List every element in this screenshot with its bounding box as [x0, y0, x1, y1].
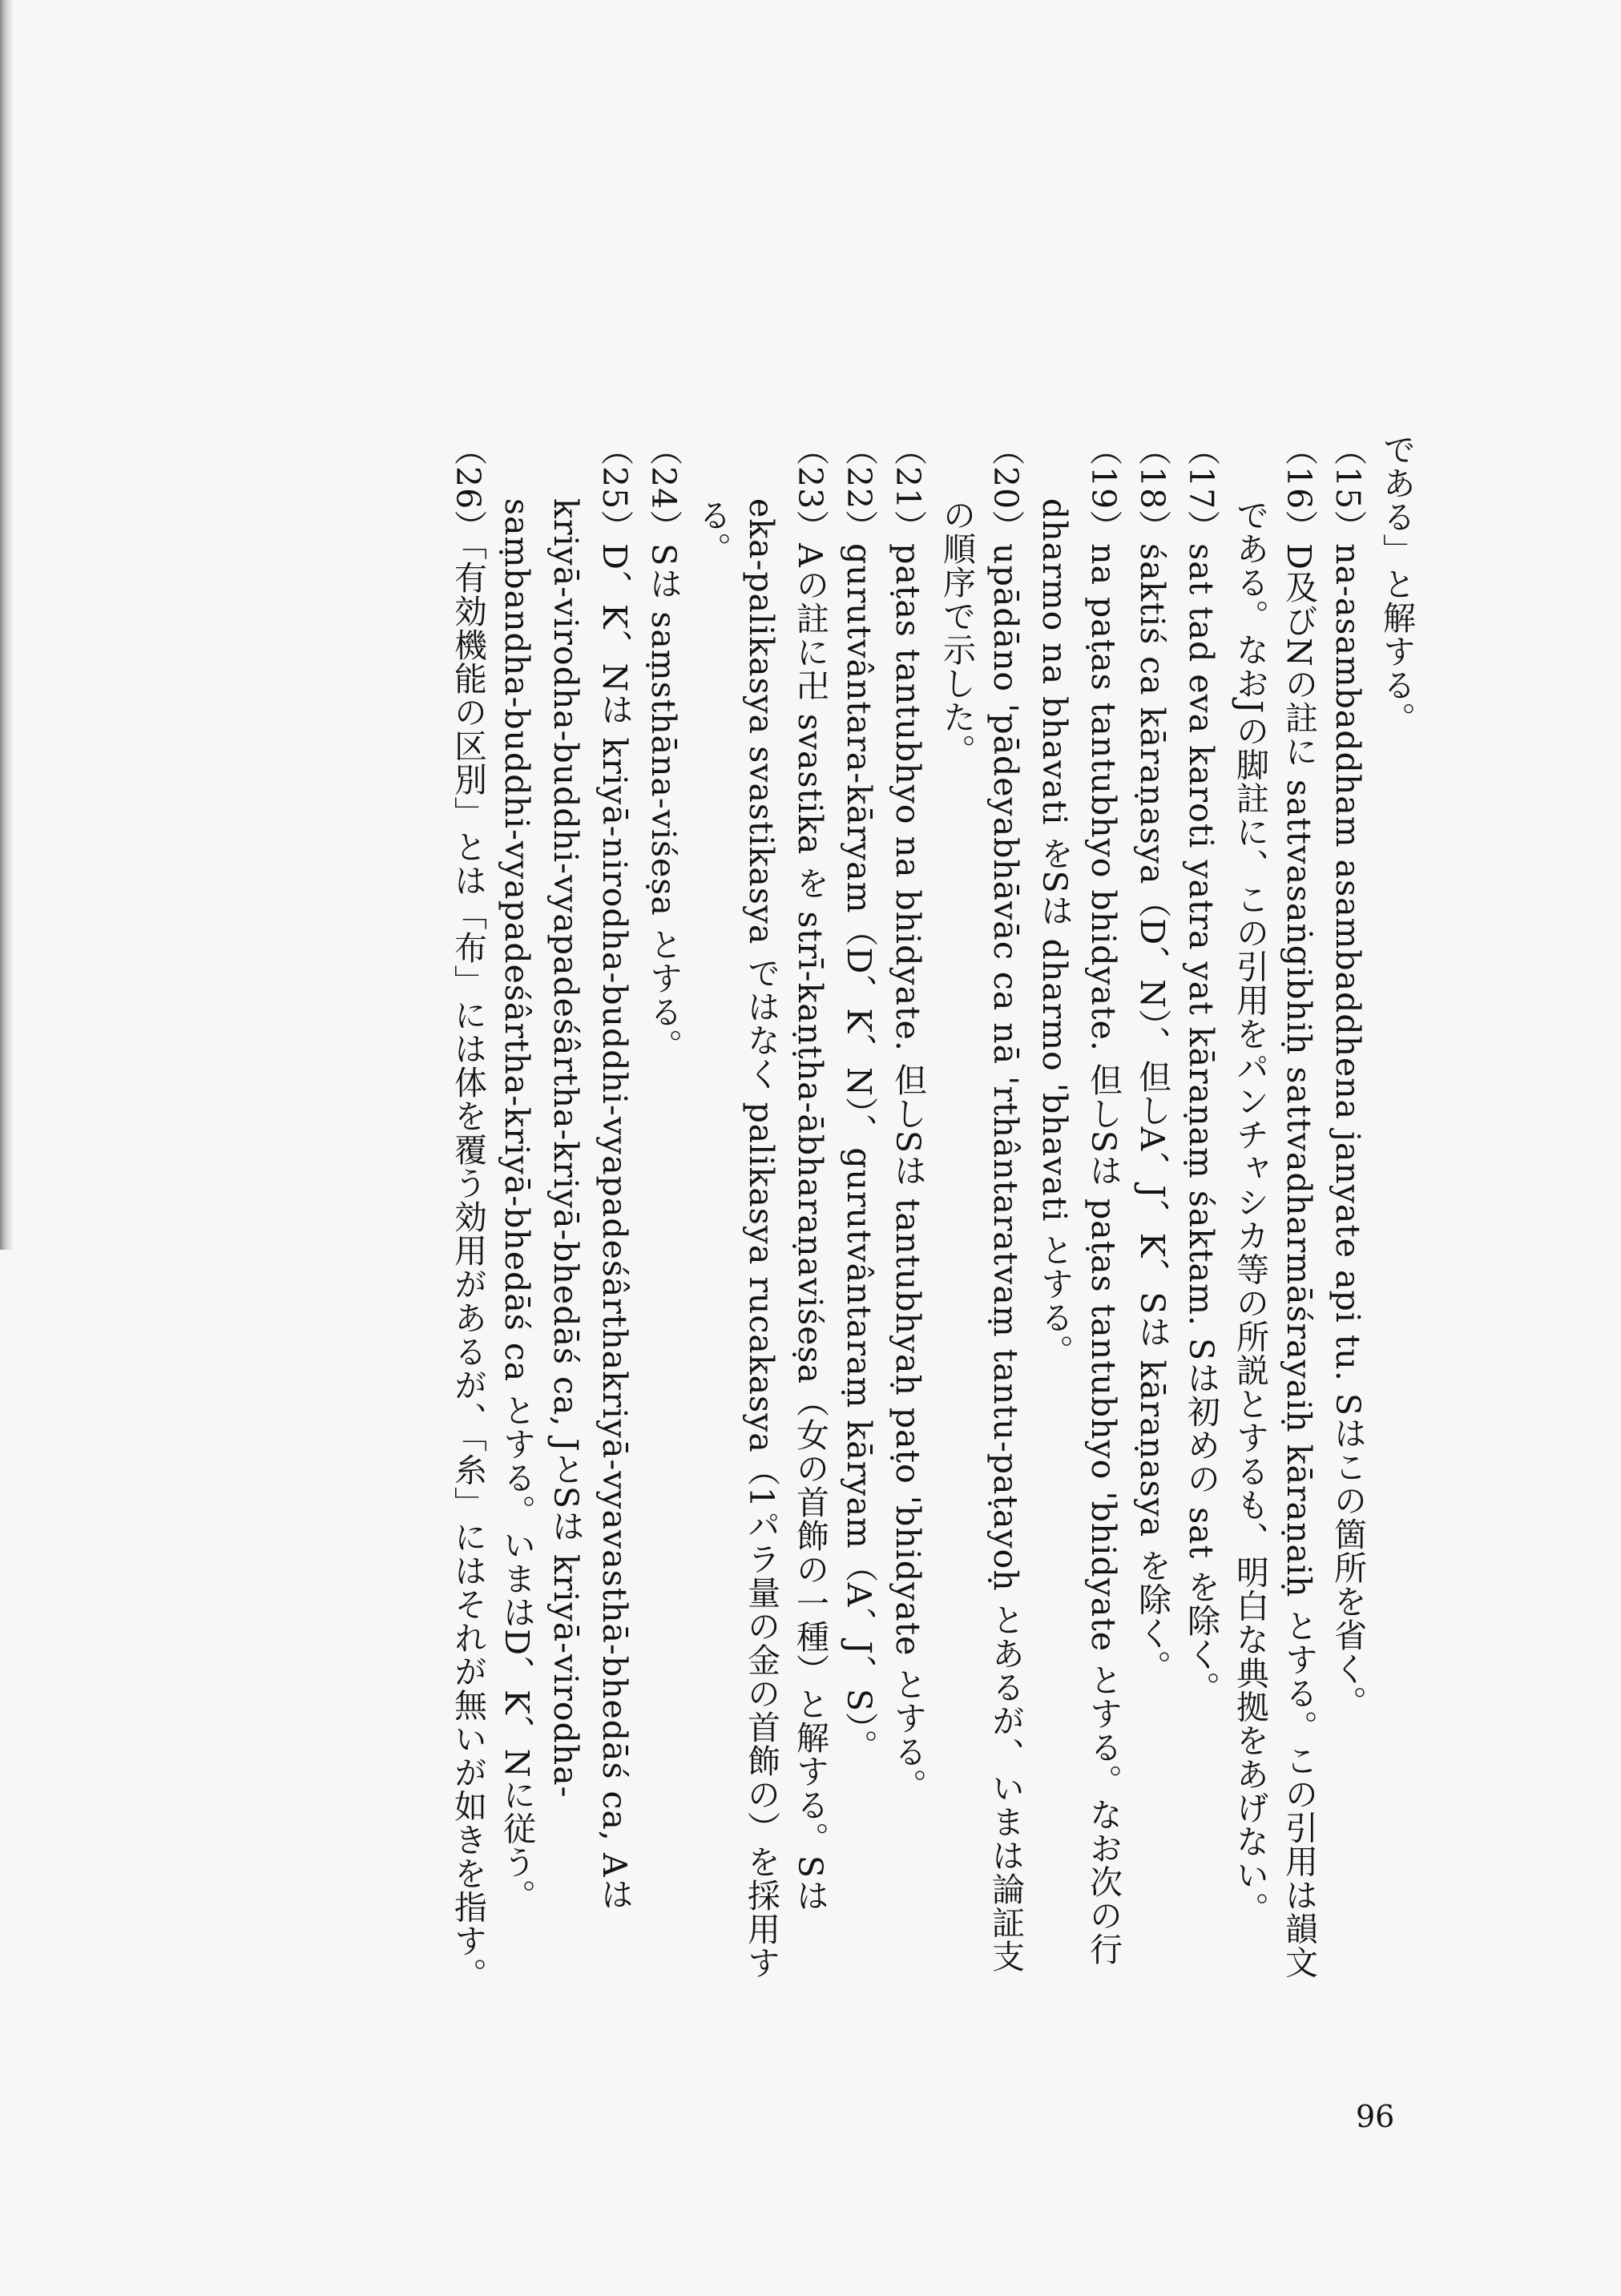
page-binding-shadow	[0, 0, 13, 1250]
footnote-text: gurutvântara-kāryam（D、K、N）、gurutvântaraṃ kāryam（A、J、S）。	[840, 543, 878, 1763]
footnotes-column	[443, 433, 1421, 1995]
footnote-text: sat tad eva karoti yatra yat kāraṇaṃ śaktam. Sは初めの sat を除く。	[1182, 543, 1220, 1706]
footnote-text: 「有効機能の区別」とは「布」には体を覆う効用があるが、「糸」にはそれが無いが如きを指す。	[449, 543, 487, 1992]
footnote-24	[639, 433, 688, 1995]
footnote-17	[1176, 433, 1225, 1995]
footnote-text: Aの註に卍 svastika を strī-kaṇṭha-ābharaṇaviśeṣa（女の首飾の一種）と解する。Sは eka-palikasya svastikasya ではなく palikasya rucakasya（1パラ量の金の首飾の）を採用する。	[693, 498, 829, 1980]
footnote-text: paṭas tantubhyo na bhidyate. 但しSは tantubhyaḥ paṭo 'bhidyate とする。	[889, 543, 927, 1803]
footnote-number: （20）	[986, 433, 1025, 544]
footnote-25	[492, 433, 639, 1995]
footnote-text: upādāno 'pādeyabhāvāc ca nā 'rthântaratvaṃ tantu-paṭayoḥ とあるが、いまは論証支の順序で示した。	[938, 498, 1025, 1973]
footnote-number: （22）	[840, 433, 878, 544]
footnote-number: （17）	[1182, 433, 1220, 544]
footnote-23	[688, 433, 834, 1995]
footnote-number: （26）	[449, 433, 487, 544]
page-number: 96	[1356, 2099, 1395, 2134]
footnote-text: Sは saṃsthāna-viśeṣa とする。	[644, 543, 683, 1062]
footnote-number: （23）	[791, 433, 829, 544]
footnote-number: （16）	[1280, 433, 1318, 544]
footnote-26	[443, 433, 492, 1995]
footnote-text: na-asambaddham asambaddhena janyate api tu. Sはこの箇所を省く。	[1329, 543, 1367, 1719]
footnote-number: （18）	[1133, 433, 1171, 544]
footnote-text: śaktiś ca kāraṇasya（D、N）、但しA、J、K、Sは kāraṇasya を除く。	[1133, 543, 1171, 1684]
footnote-22	[834, 433, 883, 1995]
footnote-number: （25）	[595, 433, 634, 544]
footnote-20	[932, 433, 1030, 1995]
footnote-19	[1030, 433, 1127, 1995]
footnote-21	[883, 433, 932, 1995]
footnote-text: D及びNの註に sattvasaṅgibhiḥ sattvadharmāśrayaiḥ kāraṇaiḥ とする。この引用は韻文である。なおJの脚註に、この引用をパンチャシカ等の所説とするも、明白な典拠をあげない。	[1231, 498, 1318, 1980]
footnote-continuation: である」と解する。	[1377, 433, 1416, 735]
footnote-18	[1127, 433, 1176, 1995]
footnote-number: （24）	[644, 433, 683, 544]
footnote-number: （15）	[1329, 433, 1367, 544]
footnote-number: （19）	[1084, 433, 1123, 544]
footnote-text: na paṭas tantubhyo bhidyate. 但しSは paṭas tantubhyo 'bhidyate とする。なお次の行 dharmo na bhavati をSは dharmo 'bhavati とする。	[1035, 498, 1123, 1967]
footnote-15	[1323, 433, 1372, 1995]
footnote-text: D、K、Nは kriyā-nirodha-buddhi-vyapadeśârthakriyā-vyavasthā-bhedāś ca, Aは kriyā-virodha-buddhi-vyapadeśârtha-kriyā-bhedāś ca, JとSは kriyā-virodha-saṃbandha-buddhi-vyapadeśârtha-kriyā-bhedāś ca とする。いまはD、K、Nに従う。	[498, 498, 634, 1913]
footnote-16	[1225, 433, 1323, 1995]
footnote-number: （21）	[889, 433, 927, 544]
